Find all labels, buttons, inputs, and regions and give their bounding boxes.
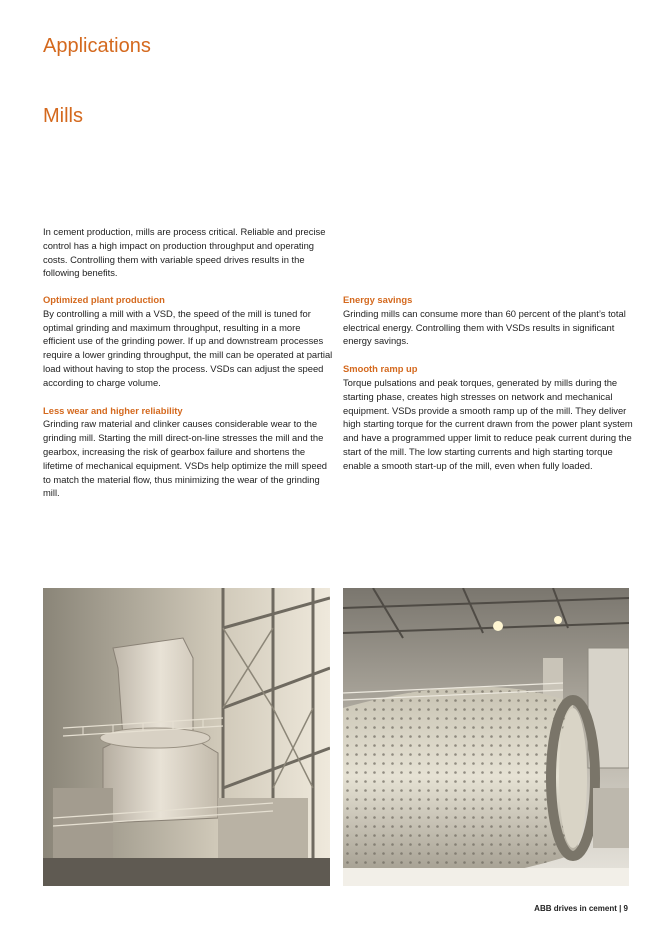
- less-wear-title: Less wear and higher reliability: [43, 404, 183, 416]
- energy-savings-title: Energy savings: [343, 294, 413, 305]
- ball-mill-photo: [343, 588, 629, 886]
- optimized-production-title: Optimized plant production: [43, 294, 165, 305]
- page-heading: Mills: [43, 105, 83, 127]
- vertical-mill-photo: [43, 588, 330, 886]
- intro-paragraph: In cement production, mills are process critical. Reliable and precise control has a high impact on production throughput and operating costs. Controlling them with variable speed drives results in the following benefits.: [43, 226, 326, 279]
- left-column: [43, 293, 333, 514]
- less-wear-body: Grinding raw material and clinker causes considerable wear to the grinding mill. Starting the mill direct-on-line stresses the mill and the gearbox, increasing the risk of gearbox failure and shortens the lifetime of mechanical equipment. VSDs help optimize the mill speed to match the material flow, thus minimizing the wear of the grinding mill.: [43, 418, 327, 499]
- right-column: [343, 293, 633, 487]
- optimized-production-body: By controlling a mill with a VSD, the speed of the mill is tuned for optimal grinding and maximum throughput, resulting in a more efficient use of the grinding power. If up and downstream processes require a lower grinding throughput, the mill can be operated at partial load without having to stop the process. VSDs can adjust the speed according to charge volume.: [43, 307, 333, 388]
- smooth-ramp-title: Smooth ramp up: [343, 363, 418, 375]
- section-title: Applications: [43, 35, 151, 57]
- page-footer: ABB drives in cement | 9: [534, 904, 628, 913]
- energy-savings-body: Grinding mills can consume more than 60 percent of the plant’s total electrical energy. Controlling them with VSDs results in significant energy savings.: [343, 307, 626, 347]
- smooth-ramp-body: Torque pulsations and peak torques, generated by mills during the starting phase, creates high stresses on network and mechanical equipment. VSDs provide a smooth ramp up of the mill. They deliver high starting torque for the current drawn from the power plant system and have a programmed upper limit to reduce peak current during the start of the mill. The low starting currents and high starting torque enable a smooth start-up of the mill, even when fully loaded.: [343, 376, 633, 471]
